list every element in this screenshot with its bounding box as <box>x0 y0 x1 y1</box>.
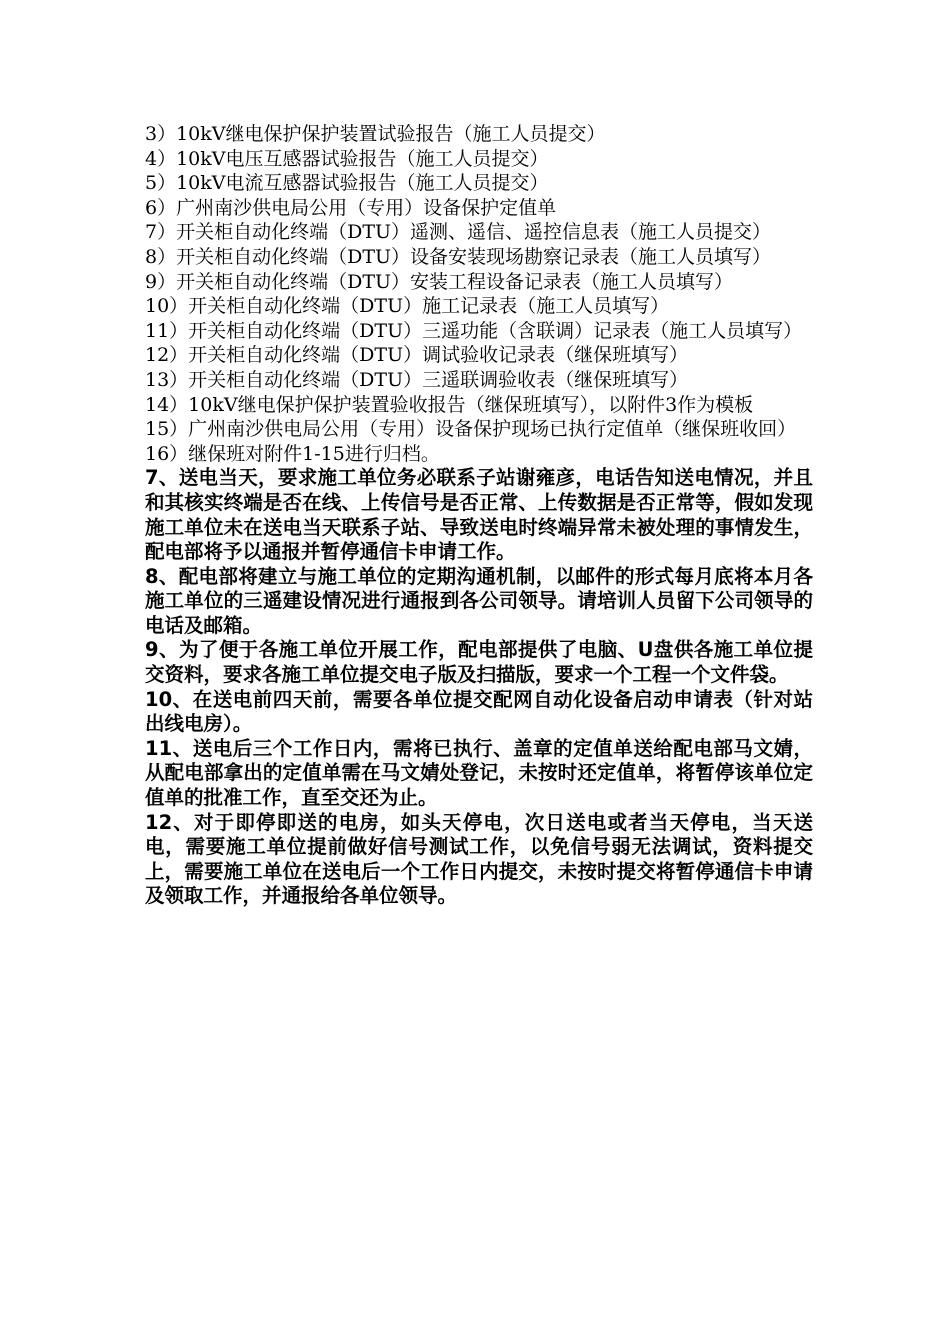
requirement-paragraph: 9、为了便于各施工单位开展工作，配电部提供了电脑、U盘供各施工单位提交资料，要求各施工单位提交电子版及扫描版，要求一个工程一个文件袋。 <box>145 638 813 687</box>
list-item: 12）开关柜自动化终端（DTU）调试验收记录表（继保班填写） <box>145 344 689 367</box>
list-item: 13）开关柜自动化终端（DTU）三遥联调验收表（继保班填写） <box>145 368 689 391</box>
list-item: 14）10kV继电保护保护装置验收报告（继保班填写），以附件3作为模板 <box>145 393 754 416</box>
list-item: 15）广州南沙供电局公用（专用）设备保护现场已执行定值单（继保班收回） <box>145 418 797 441</box>
document-body <box>145 122 813 909</box>
list-item: 16）继保班对附件1-15进行归档。 <box>145 442 440 465</box>
requirement-paragraph: 10、在送电前四天前，需要各单位提交配网自动化设备启动申请表（针对站出线电房）。 <box>145 687 813 736</box>
list-item: 11）开关柜自动化终端（DTU）三遥功能（含联调）记录表（施工人员填写） <box>145 319 803 342</box>
list-item: 6）广州南沙供电局公用（专用）设备保护定值单 <box>145 196 557 219</box>
list-item: 5）10kV电流互感器试验报告（施工人员提交） <box>145 172 549 195</box>
list-item: 8）开关柜自动化终端（DTU）设备安装现场勘察记录表（施工人员填写） <box>145 245 772 268</box>
list-item: 9）开关柜自动化终端（DTU）安装工程设备记录表（施工人员填写） <box>145 270 734 293</box>
list-item: 10）开关柜自动化终端（DTU）施工记录表（施工人员填写） <box>145 295 670 318</box>
requirement-paragraph: 8、配电部将建立与施工单位的定期沟通机制，以邮件的形式每月底将本月各施工单位的三遥建设情况进行通报到各公司领导。请培训人员留下公司领导的电话及邮箱。 <box>145 564 813 637</box>
requirement-paragraph: 11、送电后三个工作日内，需将已执行、盖章的定值单送给配电部马文婧，从配电部拿出的定值单需在马文婧处登记，未按时还定值单，将暂停该单位定值单的批准工作，直至交还为止。 <box>145 736 813 810</box>
requirement-paragraph: 12、对于即停即送的电房，如头天停电，次日送电或者当天停电，当天送电，需要施工单位提前做好信号测试工作，以免信号弱无法调试，资料提交上，需要施工单位在送电后一个工作日内提交，未按时提交将暂停通信卡申请及领取工作，并通报给各单位领导。 <box>145 810 813 908</box>
list-item: 4）10kV电压互感器试验报告（施工人员提交） <box>145 147 549 170</box>
list-item: 7）开关柜自动化终端（DTU）遥测、遥信、遥控信息表（施工人员提交） <box>145 221 772 244</box>
requirement-paragraph: 7、送电当天，要求施工单位务必联系子站谢雍彦，电话告知送电情况，并且和其核实终端是否在线、上传信号是否正常、上传数据是否正常等，假如发现施工单位未在送电当天联系子站、导致送电时终端异常未被处理的事情发生，配电部将予以通报并暂停通信卡申请工作。 <box>145 466 813 564</box>
list-item: 3）10kV继电保护保护装置试验报告（施工人员提交） <box>145 123 606 145</box>
